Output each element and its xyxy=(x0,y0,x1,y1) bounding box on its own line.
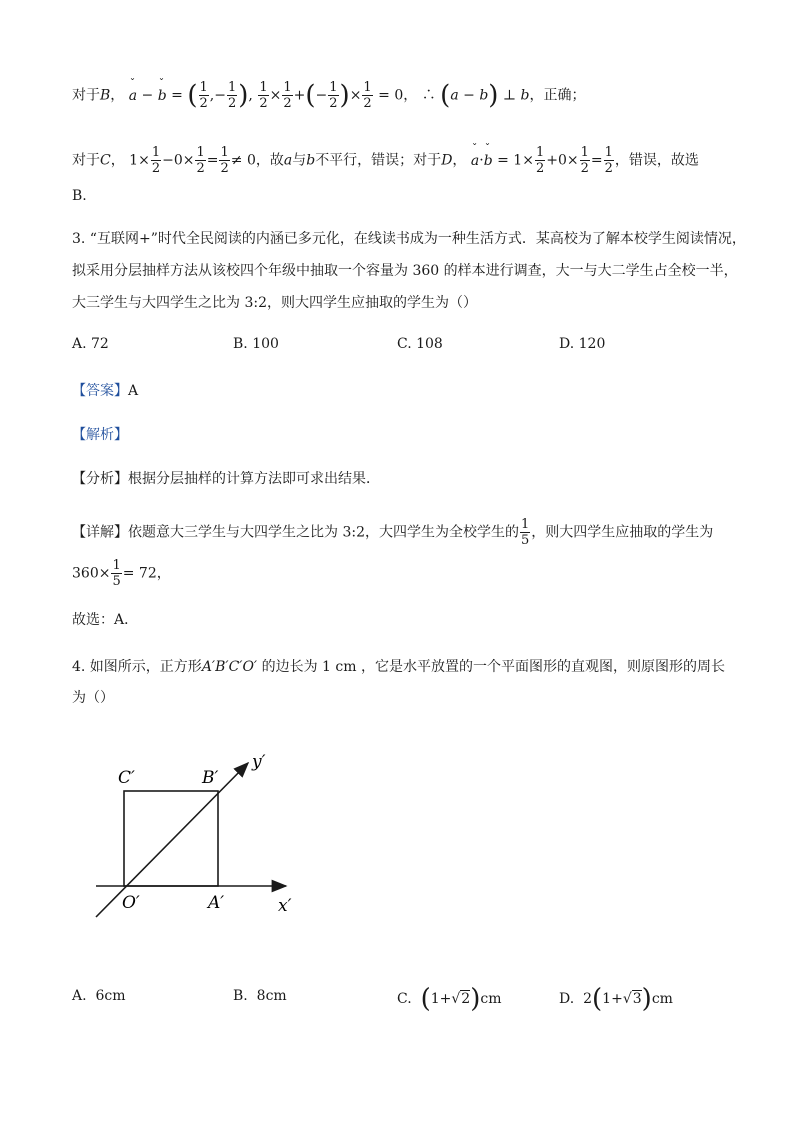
q4-option-d: D. 2(1+√3)cm xyxy=(559,984,673,1014)
q3-xiangjie: 【详解】依题意大三学生与大四学生之比为 3:2，大四学生为全校学生的 $\frac{1}{5}$ ，则大四学生应抽取的学生为 xyxy=(72,517,714,548)
q4-option-a: A. 6cm xyxy=(72,988,126,1004)
label-b-prime: B′ xyxy=(202,768,219,788)
q3-conclusion: 故选：A． xyxy=(72,612,139,628)
q3-calc: 360× $\frac{1}{5}$ = 72， xyxy=(72,558,171,589)
q3-option-a: A. 72 xyxy=(72,336,109,352)
oblique-projection-figure xyxy=(80,745,320,945)
answer-value: A xyxy=(128,383,139,399)
q4-option-b: B. 8cm xyxy=(233,988,287,1004)
q3-answer xyxy=(72,381,138,401)
label-a-prime: A′ xyxy=(208,893,225,913)
q4-stem-2: 为（） xyxy=(72,690,114,706)
answer-label: 【答案】 xyxy=(72,383,128,399)
label-c-prime: C′ xyxy=(118,768,135,788)
xiangjie-label: 【详解】 xyxy=(72,524,128,541)
label-o-prime: O′ xyxy=(122,893,140,913)
label-x-axis: x′ xyxy=(278,896,292,916)
fenxi-text: 根据分层抽样的计算方法即可求出结果． xyxy=(128,471,380,487)
fenxi-label: 【分析】 xyxy=(72,471,128,487)
q3-stem-2: 拟采用分层抽样方法从该校四个年级中抽取一个容量为 360 的样本进行调查，大一与大二学生占全校一半， xyxy=(72,263,738,279)
label-y-axis: y′ xyxy=(252,752,266,772)
square-abco xyxy=(124,791,218,886)
vector-a: ˇ a xyxy=(129,86,137,106)
q2-line-c: 对于C， 1× $\frac{1}{2}$ −0× $\frac{1}{2}$ = $\frac{1}{2}$ ≠ 0，故a与b不平行，错误；对于D， ˇ a·ˇ b = 1× $\frac{1}{2}$ +0× $\frac{1}{2}$ = $\frac{1}{2}$ ，错误，故选 xyxy=(72,145,699,176)
q4-stem-1: 4. 如图所示，正方形A′B′C′O′ 的边长为 1 cm ，它是水平放置的一个平面图形的直观图，则原图形的周长 xyxy=(72,659,725,675)
q3-fenxi xyxy=(72,469,380,489)
q3-option-c: C. 108 xyxy=(397,336,443,352)
q2-line-b: 对于B， ˇ a − ˇ b = ( $\frac{1}{2}$ ,− $\frac{1}{2}$ ), $\frac{1}{2}$ × $\frac{1}{2}$ +(− $\frac{1}{2}$ )× $\frac{1}{2}$ = 0， ∴ (a − b) ⊥ b，正确； xyxy=(72,80,585,111)
q2-answer-b: B. xyxy=(72,188,87,204)
q3-option-d: D. 120 xyxy=(559,336,606,352)
vector-b: ˇ b xyxy=(158,86,167,106)
q3-analysis-label: 【解析】 xyxy=(72,427,128,443)
q3-stem-3: 大三学生与大四学生之比为 3:2，则大四学生应抽取的学生为（） xyxy=(72,295,477,311)
q4-option-c: C. (1+√2)cm xyxy=(397,984,502,1014)
q3-option-b: B. 100 xyxy=(233,336,279,352)
q3-stem-1: 3. “互联网+”时代全民阅读的内涵已多元化，在线读书成为一种生活方式．某高校为了解本校学生阅读情况， xyxy=(72,231,746,247)
